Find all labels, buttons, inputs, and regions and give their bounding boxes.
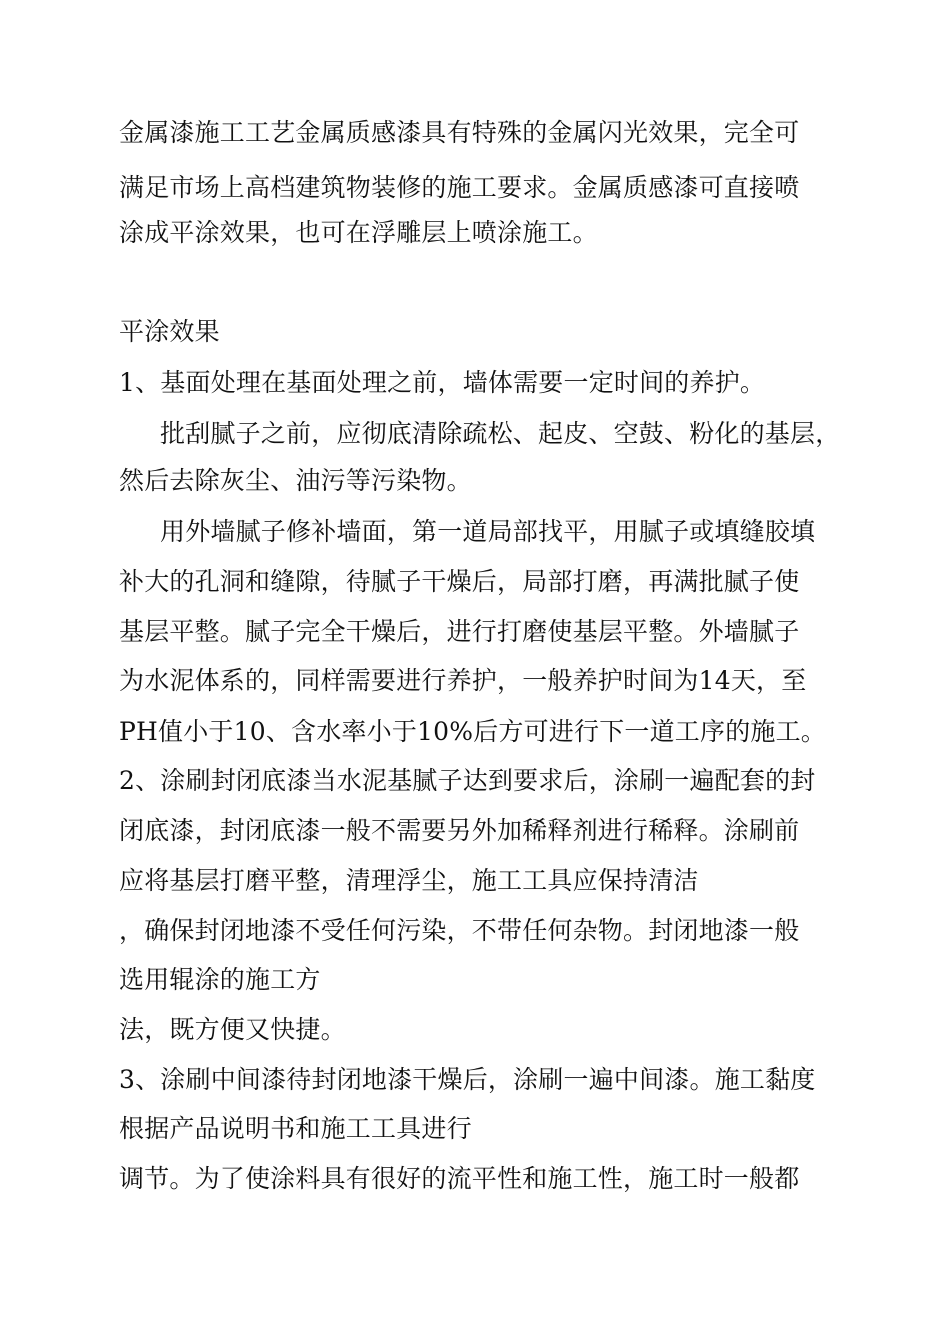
section-heading: 平涂效果: [119, 317, 220, 346]
step1-para2-line: 用外墙腻子修补墙面，第一道局部找平，用腻子或填缝胶填: [160, 517, 816, 546]
step2-line: 闭底漆，封闭底漆一般不需要另外加稀释剂进行稀释。涂刷前: [119, 816, 800, 845]
step1-title: 1、基面处理在基面处理之前，墙体需要一定时间的养护。: [119, 368, 766, 397]
step3-line: 调节。为了使涂料具有很好的流平性和施工性，施工时一般都: [119, 1164, 800, 1193]
intro-line: 涂成平涂效果，也可在浮雕层上喷涂施工。: [119, 218, 598, 247]
step3-line: 根据产品说明书和施工工具进行: [119, 1114, 472, 1143]
step1-para2-line: 基层平整。腻子完全干燥后，进行打磨使基层平整。外墙腻子: [119, 617, 800, 646]
intro-line: 满足市场上高档建筑物装修的施工要求。金属质感漆可直接喷: [119, 173, 800, 202]
step2-line: 应将基层打磨平整，清理浮尘，施工工具应保持清洁: [119, 866, 699, 895]
step1-para1-line: 然后去除灰尘、油污等污染物。: [119, 466, 472, 495]
intro-line: 金属漆施工工艺金属质感漆具有特殊的金属闪光效果，完全可: [119, 118, 800, 147]
step1-para2-line: 补大的孔洞和缝隙，待腻子干燥后，局部打磨，再满批腻子使: [119, 567, 800, 596]
step3-line: 3、涂刷中间漆待封闭地漆干燥后，涂刷一遍中间漆。施工黏度: [119, 1065, 816, 1094]
step1-para2-line: 为水泥体系的，同样需要进行养护，一般养护时间为14天，至: [119, 666, 807, 695]
step2-line: 选用辊涂的施工方: [119, 965, 321, 994]
step2-line: 2、涂刷封闭底漆当水泥基腻子达到要求后，涂刷一遍配套的封: [119, 766, 816, 795]
step2-line: ，确保封闭地漆不受任何污染，不带任何杂物。封闭地漆一般: [119, 916, 800, 945]
step1-para1-line: 批刮腻子之前，应彻底清除疏松、起皮、空鼓、粉化的基层，: [160, 419, 841, 448]
step2-line: 法，既方便又快捷。: [119, 1015, 346, 1044]
step1-para2-line: PH值小于10、含水率小于10%后方可进行下一道工序的施工。: [119, 717, 827, 746]
